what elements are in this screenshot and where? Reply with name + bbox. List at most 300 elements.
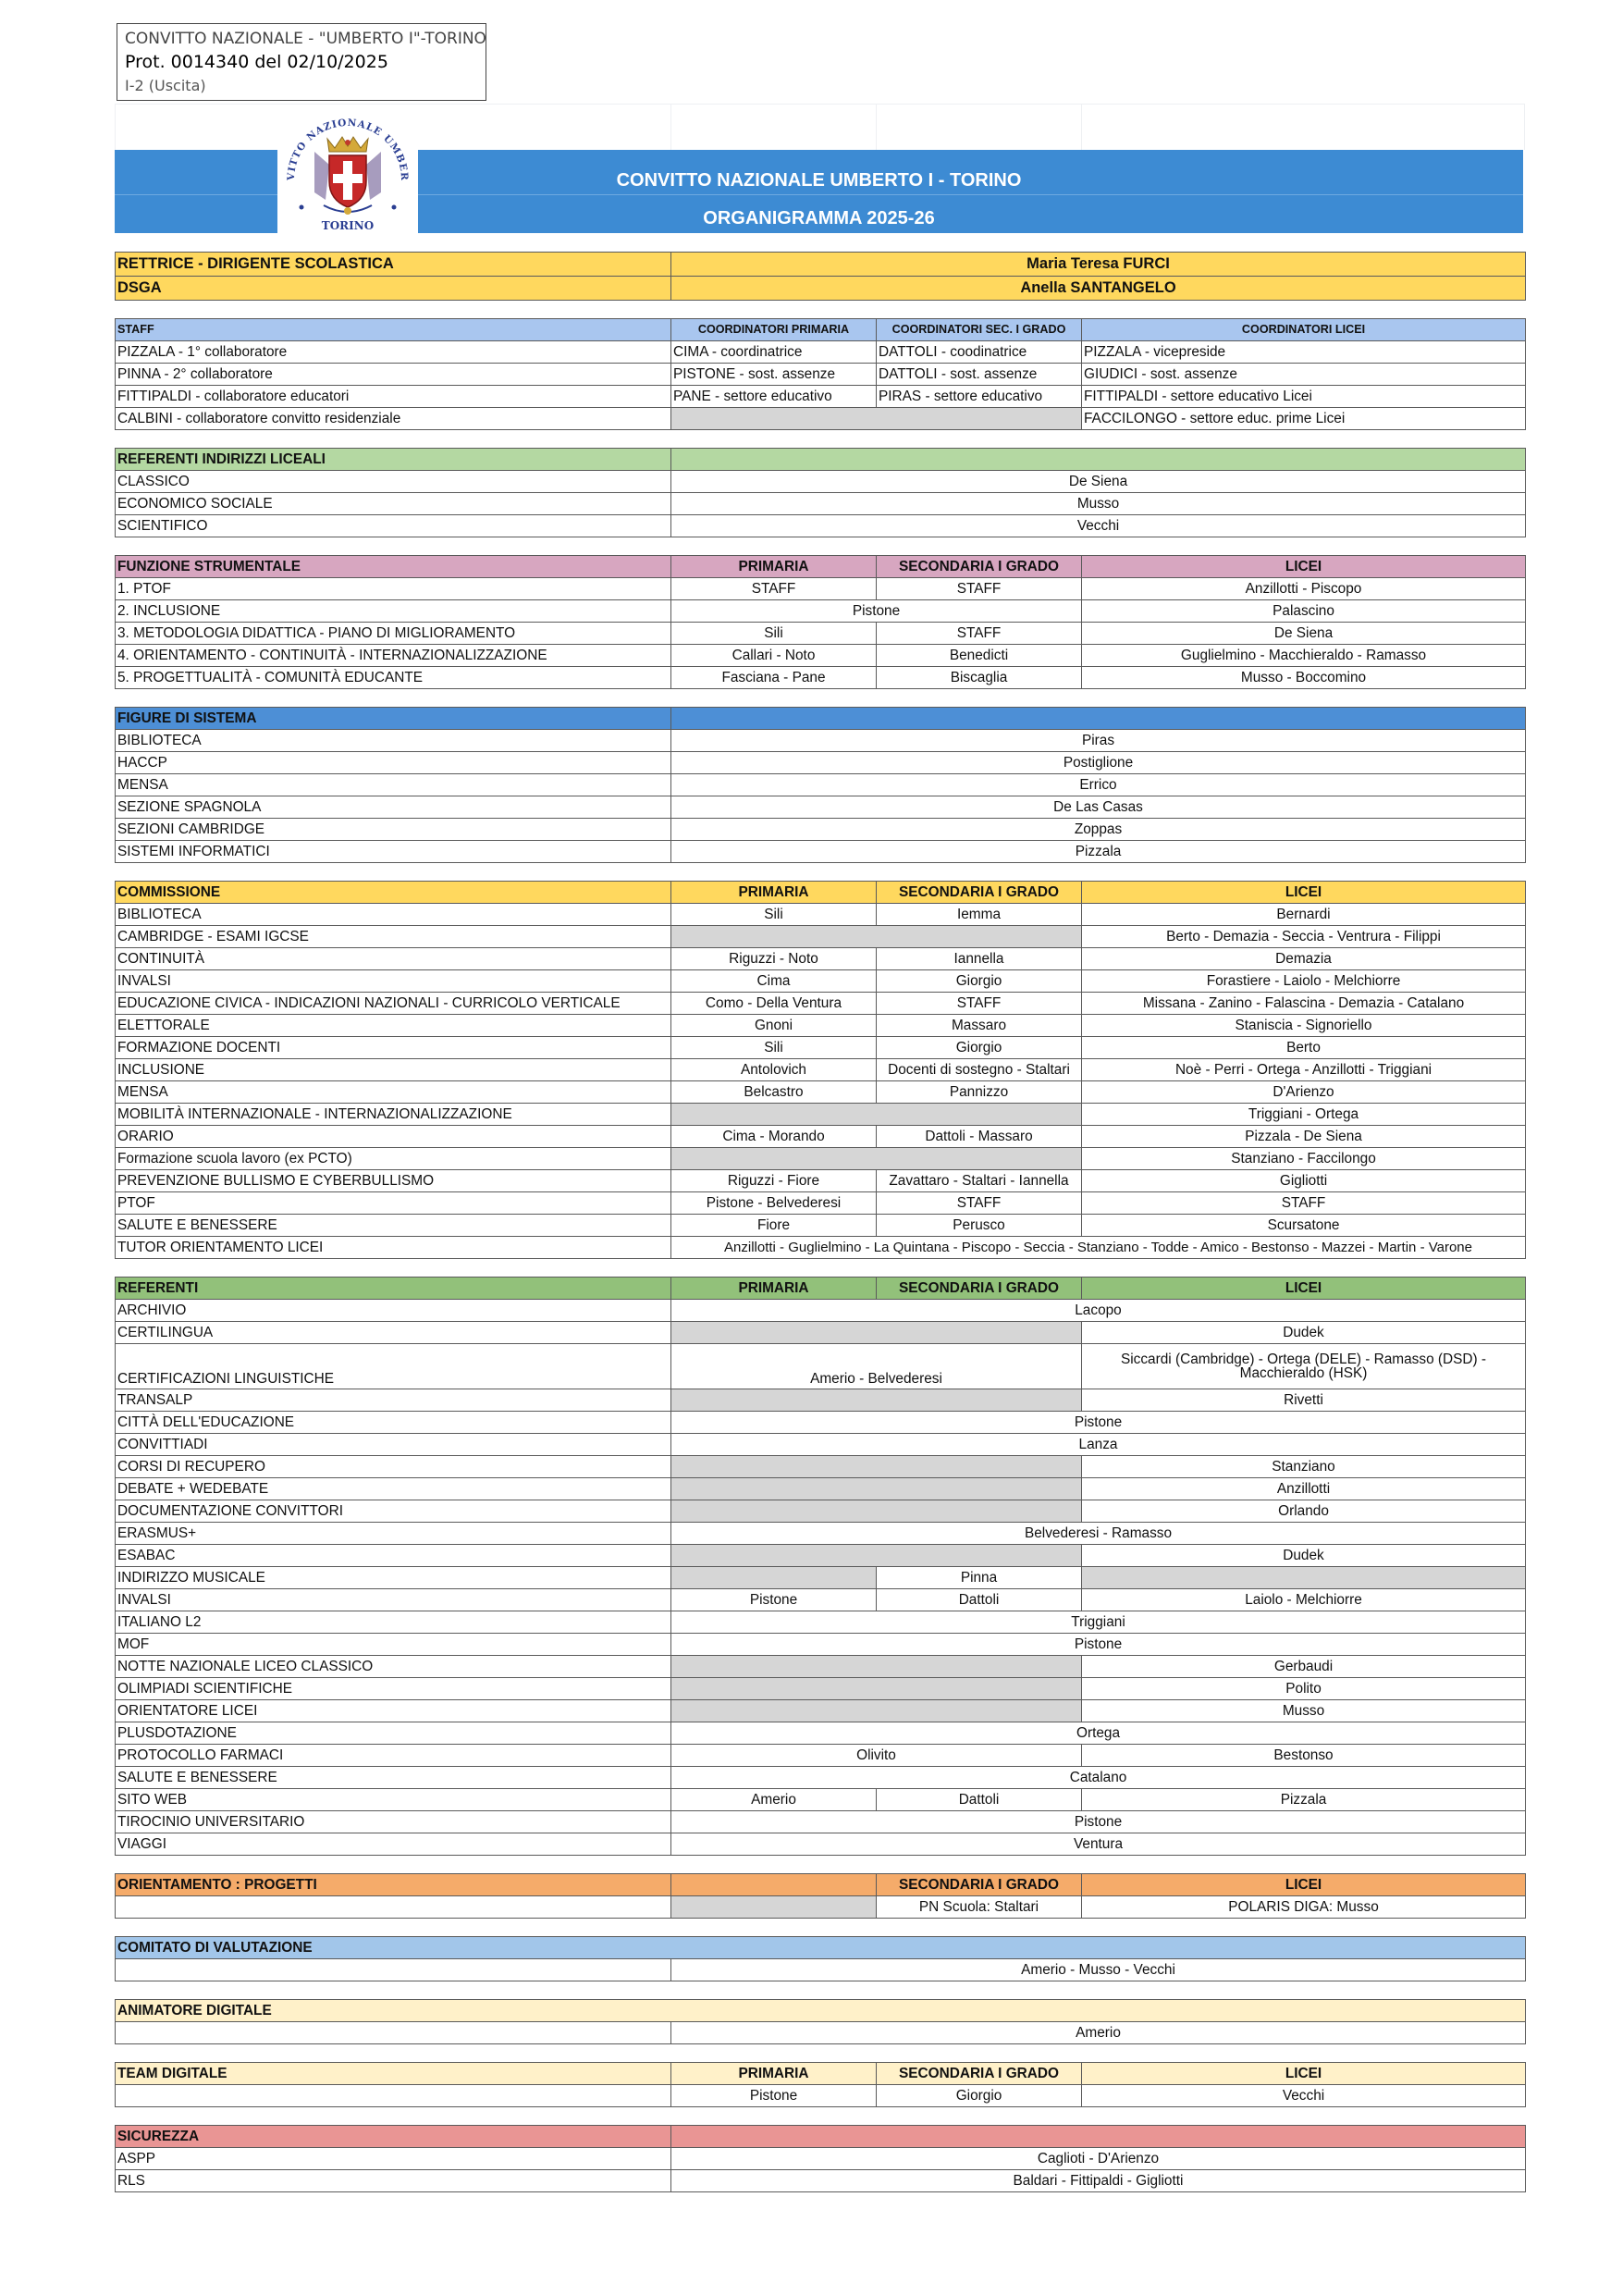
column-header: LICEI bbox=[1082, 1278, 1526, 1300]
table-cell: VIAGGI bbox=[116, 1833, 671, 1856]
table-row bbox=[116, 1322, 1526, 1344]
school-crest-logo bbox=[277, 111, 418, 239]
empty-cell bbox=[671, 1389, 1082, 1412]
table-row bbox=[116, 2022, 1526, 2044]
table-cell: CONVITTIADI bbox=[116, 1434, 671, 1456]
table-cell: Ortega bbox=[671, 1722, 1526, 1745]
table-row bbox=[116, 774, 1526, 796]
table-cell: Lacopo bbox=[671, 1300, 1526, 1322]
table-row bbox=[116, 926, 1526, 948]
table-row bbox=[116, 1237, 1526, 1259]
table-cell: Pizzala bbox=[1082, 1789, 1526, 1811]
table-cell: Pistone bbox=[671, 1412, 1526, 1434]
table-row bbox=[116, 386, 1526, 408]
table-cell: Musso bbox=[671, 493, 1526, 515]
table-cell: Caglioti - D'Arienzo bbox=[671, 2148, 1526, 2170]
table-cell: Iannella bbox=[877, 948, 1082, 970]
empty-cell bbox=[671, 1678, 1082, 1700]
page-title: CONVITTO NAZIONALE UMBERTO I - TORINO bbox=[616, 170, 1022, 191]
table-row bbox=[116, 364, 1526, 386]
empty-cell bbox=[116, 2085, 671, 2107]
table-cell: SALUTE E BENESSERE bbox=[116, 1215, 671, 1237]
table-cell: 1. PTOF bbox=[116, 578, 671, 600]
table-cell: Giorgio bbox=[877, 2085, 1082, 2107]
table-cell: Siccardi (Cambridge) - Ortega (DELE) - Ramasso (DSD) - Macchieraldo (HSK) bbox=[1082, 1344, 1526, 1389]
empty-cell bbox=[671, 1545, 1082, 1567]
table-row bbox=[116, 253, 1526, 277]
table-cell: Como - Della Ventura bbox=[671, 993, 877, 1015]
table-cell: Palascino bbox=[1082, 600, 1526, 623]
empty-cell bbox=[671, 408, 1082, 430]
table-cell: Olivito bbox=[671, 1745, 1082, 1767]
table-cell: DOCUMENTAZIONE CONVITTORI bbox=[116, 1500, 671, 1523]
table-cell: PLUSDOTAZIONE bbox=[116, 1722, 671, 1745]
table-cell: ORARIO bbox=[116, 1126, 671, 1148]
organigramma-sheet bbox=[115, 252, 1525, 2192]
table-cell: OLIMPIADI SCIENTIFICHE bbox=[116, 1678, 671, 1700]
table-row bbox=[116, 1634, 1526, 1656]
section-header-orientamento bbox=[116, 1874, 1526, 1896]
table-cell: FITTIPALDI - settore educativo Licei bbox=[1082, 386, 1526, 408]
table-cell: Dattoli bbox=[877, 1789, 1082, 1811]
table-cell: SITO WEB bbox=[116, 1789, 671, 1811]
table-cell: Sili bbox=[671, 904, 877, 926]
table-row bbox=[116, 1456, 1526, 1478]
table-cell: BIBLIOTECA bbox=[116, 904, 671, 926]
table-cell: Vecchi bbox=[1082, 2085, 1526, 2107]
table-cell: Berto - Demazia - Seccia - Ventrura - Filippi bbox=[1082, 926, 1526, 948]
table-cell: Pizzala - De Siena bbox=[1082, 1126, 1526, 1148]
table-cell: Bestonso bbox=[1082, 1745, 1526, 1767]
table-cell: Anzillotti bbox=[1082, 1478, 1526, 1500]
grid-line bbox=[670, 104, 671, 150]
table-cell: STAFF bbox=[877, 1192, 1082, 1215]
table-cell: Belvederesi - Ramasso bbox=[671, 1523, 1526, 1545]
empty-cell bbox=[671, 1322, 1082, 1344]
section-header-team-digitale bbox=[116, 2063, 1526, 2085]
table-cell: MENSA bbox=[116, 1081, 671, 1104]
empty-cell bbox=[671, 1456, 1082, 1478]
table-row bbox=[116, 515, 1526, 537]
table-row bbox=[116, 1059, 1526, 1081]
table-row bbox=[116, 1300, 1526, 1322]
table-cell: Pistone bbox=[671, 1589, 877, 1611]
table-row bbox=[116, 1545, 1526, 1567]
section-title: REFERENTI INDIRIZZI LICEALI bbox=[116, 449, 671, 471]
column-header: PRIMARIA bbox=[671, 882, 877, 904]
section-header-staff bbox=[116, 319, 1526, 341]
table-row bbox=[116, 1389, 1526, 1412]
crest-motto: VITTO NAZIONALE UMBER bbox=[285, 117, 411, 181]
table-row bbox=[116, 600, 1526, 623]
grid-line bbox=[876, 104, 877, 150]
role-label: DSGA bbox=[116, 277, 671, 301]
section-header-referenti-indirizzi bbox=[116, 449, 1526, 471]
table-cell: PIZZALA - 1° collaboratore bbox=[116, 341, 671, 364]
table-cell: Ventura bbox=[671, 1833, 1526, 1856]
table-cell: FITTIPALDI - collaboratore educatori bbox=[116, 386, 671, 408]
column-header: SECONDARIA I GRADO bbox=[877, 556, 1082, 578]
column-header: PRIMARIA bbox=[671, 1278, 877, 1300]
column-header: SECONDARIA I GRADO bbox=[877, 2063, 1082, 2085]
empty-cell bbox=[116, 1959, 671, 1981]
table-cell: Amerio - Belvederesi bbox=[671, 1344, 1082, 1389]
table-row bbox=[116, 1959, 1526, 1981]
column-header: STAFF bbox=[116, 319, 671, 341]
table-row bbox=[116, 752, 1526, 774]
role-label: RETTRICE - DIRIGENTE SCOLASTICA bbox=[116, 253, 671, 277]
table-cell: Polito bbox=[1082, 1678, 1526, 1700]
table-cell: Dattoli bbox=[877, 1589, 1082, 1611]
column-header: LICEI bbox=[1082, 882, 1526, 904]
table-row bbox=[116, 1344, 1526, 1389]
table-cell: STAFF bbox=[877, 578, 1082, 600]
table-cell: Stanziano - Faccilongo bbox=[1082, 1148, 1526, 1170]
table-cell: Amerio bbox=[671, 1789, 877, 1811]
table-cell: De Siena bbox=[1082, 623, 1526, 645]
table-cell: Laiolo - Melchiorre bbox=[1082, 1589, 1526, 1611]
table-cell: TUTOR ORIENTAMENTO LICEI bbox=[116, 1237, 671, 1259]
table-cell: Pistone bbox=[671, 600, 1082, 623]
table-cell: Triggiani bbox=[671, 1611, 1526, 1634]
table-row bbox=[116, 1170, 1526, 1192]
section-header-figure-sistema bbox=[116, 708, 1526, 730]
table-cell: SEZIONI CAMBRIDGE bbox=[116, 819, 671, 841]
table-cell: STAFF bbox=[1082, 1192, 1526, 1215]
table-cell: Pistone bbox=[671, 1811, 1526, 1833]
table-row bbox=[116, 1037, 1526, 1059]
table-cell: Gerbaudi bbox=[1082, 1656, 1526, 1678]
table-cell: Callari - Noto bbox=[671, 645, 877, 667]
header-fill bbox=[671, 2126, 1526, 2148]
table-cell: Musso bbox=[1082, 1700, 1526, 1722]
table-cell: SISTEMI INFORMATICI bbox=[116, 841, 671, 863]
table-row bbox=[116, 2085, 1526, 2107]
table-cell: Musso - Boccomino bbox=[1082, 667, 1526, 689]
table-row bbox=[116, 1148, 1526, 1170]
column-header: COMMISSIONE bbox=[116, 882, 671, 904]
empty-cell bbox=[671, 1104, 1082, 1126]
table-cell: Sili bbox=[671, 623, 877, 645]
table-row bbox=[116, 341, 1526, 364]
header-fill bbox=[671, 449, 1526, 471]
protocol-number: Prot. 0014340 del 02/10/2025 bbox=[125, 52, 388, 72]
table-cell: Cima bbox=[671, 970, 877, 993]
protocol-stamp bbox=[117, 23, 486, 101]
table-row bbox=[116, 819, 1526, 841]
table-cell: CAMBRIDGE - ESAMI IGCSE bbox=[116, 926, 671, 948]
column-header: TEAM DIGITALE bbox=[116, 2063, 671, 2085]
table-cell: PIZZALA - vicepreside bbox=[1082, 341, 1526, 364]
table-cell: Gigliotti bbox=[1082, 1170, 1526, 1192]
table-cell: Pizzala bbox=[671, 841, 1526, 863]
empty-cell bbox=[671, 1500, 1082, 1523]
table-row bbox=[116, 1126, 1526, 1148]
table-row bbox=[116, 1700, 1526, 1722]
table-cell: Iemma bbox=[877, 904, 1082, 926]
table-row bbox=[116, 645, 1526, 667]
table-cell: CERTILINGUA bbox=[116, 1322, 671, 1344]
principal-name: Maria Teresa FURCI bbox=[671, 253, 1526, 277]
table-row bbox=[116, 1589, 1526, 1611]
section-header-sicurezza bbox=[116, 2126, 1526, 2148]
table-row bbox=[116, 1896, 1526, 1919]
organigramma-table bbox=[115, 252, 1526, 2192]
table-cell: Amerio - Musso - Vecchi bbox=[671, 1959, 1526, 1981]
table-cell: Giorgio bbox=[877, 1037, 1082, 1059]
column-header: LICEI bbox=[1082, 2063, 1526, 2085]
table-cell: STAFF bbox=[671, 578, 877, 600]
table-row bbox=[116, 1192, 1526, 1215]
table-cell: Formazione scuola lavoro (ex PCTO) bbox=[116, 1148, 671, 1170]
table-cell: D'Arienzo bbox=[1082, 1081, 1526, 1104]
table-row bbox=[116, 623, 1526, 645]
table-cell: Giorgio bbox=[877, 970, 1082, 993]
table-row bbox=[116, 1523, 1526, 1545]
table-cell: Riguzzi - Noto bbox=[671, 948, 877, 970]
table-row bbox=[116, 2170, 1526, 2192]
header-fill bbox=[671, 1874, 877, 1896]
table-cell: Stanziano bbox=[1082, 1456, 1526, 1478]
table-cell: Piras bbox=[671, 730, 1526, 752]
table-row bbox=[116, 948, 1526, 970]
section-header-comitato bbox=[116, 1937, 1526, 1959]
grid-line bbox=[1081, 104, 1082, 150]
table-cell: PIRAS - settore educativo bbox=[877, 386, 1082, 408]
table-cell: PISTONE - sost. assenze bbox=[671, 364, 877, 386]
table-row bbox=[116, 730, 1526, 752]
empty-cell bbox=[1082, 1567, 1526, 1589]
table-cell: FACCILONGO - settore educ. prime Licei bbox=[1082, 408, 1526, 430]
table-cell: STAFF bbox=[877, 623, 1082, 645]
table-cell: EDUCAZIONE CIVICA - INDICAZIONI NAZIONALI - CURRICOLO VERTICALE bbox=[116, 993, 671, 1015]
empty-cell bbox=[671, 1896, 877, 1919]
page-subtitle: ORGANIGRAMMA 2025-26 bbox=[703, 208, 935, 228]
table-cell: Rivetti bbox=[1082, 1389, 1526, 1412]
column-header: LICEI bbox=[1082, 556, 1526, 578]
table-cell: Riguzzi - Fiore bbox=[671, 1170, 877, 1192]
table-cell: Massaro bbox=[877, 1015, 1082, 1037]
table-row bbox=[116, 1678, 1526, 1700]
section-header-commissione bbox=[116, 882, 1526, 904]
table-cell: Noè - Perri - Ortega - Anzillotti - Triggiani bbox=[1082, 1059, 1526, 1081]
table-cell: INDIRIZZO MUSICALE bbox=[116, 1567, 671, 1589]
table-cell: Anzillotti - Guglielmino - La Quintana - Piscopo - Seccia - Stanziano - Todde - Amico - Bestonso - Mazzei - Martin - Varone bbox=[671, 1237, 1526, 1259]
table-cell: Fasciana - Pane bbox=[671, 667, 877, 689]
table-row bbox=[116, 493, 1526, 515]
table-cell: Pinna bbox=[877, 1567, 1082, 1589]
section-title: FIGURE DI SISTEMA bbox=[116, 708, 671, 730]
table-cell: TRANSALP bbox=[116, 1389, 671, 1412]
section-header-funzione-strumentale bbox=[116, 556, 1526, 578]
table-cell: Bernardi bbox=[1082, 904, 1526, 926]
empty-cell bbox=[671, 1700, 1082, 1722]
table-cell: ESABAC bbox=[116, 1545, 671, 1567]
column-header: FUNZIONE STRUMENTALE bbox=[116, 556, 671, 578]
table-cell: CERTIFICAZIONI LINGUISTICHE bbox=[116, 1344, 671, 1389]
table-cell: BIBLIOTECA bbox=[116, 730, 671, 752]
table-cell: INVALSI bbox=[116, 1589, 671, 1611]
table-cell: Amerio bbox=[671, 2022, 1526, 2044]
table-cell: CIMA - coordinatrice bbox=[671, 341, 877, 364]
table-cell: DATTOLI - sost. assenze bbox=[877, 364, 1082, 386]
grid-line bbox=[1524, 104, 1525, 150]
table-cell: Perusco bbox=[877, 1215, 1082, 1237]
table-cell: CALBINI - collaboratore convitto residenziale bbox=[116, 408, 671, 430]
table-cell: PANE - settore educativo bbox=[671, 386, 877, 408]
table-cell: ORIENTATORE LICEI bbox=[116, 1700, 671, 1722]
table-cell: Dudek bbox=[1082, 1545, 1526, 1567]
table-cell: Forastiere - Laiolo - Melchiorre bbox=[1082, 970, 1526, 993]
column-header: COORDINATORI PRIMARIA bbox=[671, 319, 877, 341]
table-cell: Gnoni bbox=[671, 1015, 877, 1037]
protocol-institution: CONVITTO NAZIONALE - "UMBERTO I"-TORINO bbox=[125, 30, 486, 48]
table-row bbox=[116, 1434, 1526, 1456]
empty-cell bbox=[671, 1148, 1082, 1170]
table-row bbox=[116, 1656, 1526, 1678]
table-row bbox=[116, 796, 1526, 819]
table-cell: GIUDICI - sost. assenze bbox=[1082, 364, 1526, 386]
table-cell: CLASSICO bbox=[116, 471, 671, 493]
table-cell: Pistone - Belvederesi bbox=[671, 1192, 877, 1215]
protocol-category: I-2 (Uscita) bbox=[125, 77, 206, 94]
table-row bbox=[116, 1500, 1526, 1523]
table-cell: 4. ORIENTAMENTO - CONTINUITÀ - INTERNAZIONALIZZAZIONE bbox=[116, 645, 671, 667]
table-cell: Benedicti bbox=[877, 645, 1082, 667]
table-cell: Berto bbox=[1082, 1037, 1526, 1059]
crest-emblem bbox=[277, 111, 418, 239]
column-header: LICEI bbox=[1082, 1874, 1526, 1896]
table-cell: Dattoli - Massaro bbox=[877, 1126, 1082, 1148]
column-header: REFERENTI bbox=[116, 1278, 671, 1300]
section-title: ANIMATORE DIGITALE bbox=[116, 2000, 1526, 2022]
table-cell: Zavattaro - Staltari - Iannella bbox=[877, 1170, 1082, 1192]
table-row bbox=[116, 667, 1526, 689]
table-cell: ERASMUS+ bbox=[116, 1523, 671, 1545]
column-header: ORIENTAMENTO : PROGETTI bbox=[116, 1874, 671, 1896]
table-cell: Postiglione bbox=[671, 752, 1526, 774]
table-cell: CORSI DI RECUPERO bbox=[116, 1456, 671, 1478]
table-cell: DATTOLI - coodinatrice bbox=[877, 341, 1082, 364]
column-header: SECONDARIA I GRADO bbox=[877, 1278, 1082, 1300]
table-cell: 2. INCLUSIONE bbox=[116, 600, 671, 623]
table-cell: Vecchi bbox=[671, 515, 1526, 537]
table-cell: INCLUSIONE bbox=[116, 1059, 671, 1081]
table-cell: CITTÀ DELL'EDUCAZIONE bbox=[116, 1412, 671, 1434]
table-row bbox=[116, 471, 1526, 493]
table-row bbox=[116, 1611, 1526, 1634]
table-cell: MOF bbox=[116, 1634, 671, 1656]
table-row bbox=[116, 277, 1526, 301]
table-row bbox=[116, 1722, 1526, 1745]
empty-cell bbox=[671, 1656, 1082, 1678]
table-row bbox=[116, 904, 1526, 926]
table-cell: Scursatone bbox=[1082, 1215, 1526, 1237]
table-row bbox=[116, 2148, 1526, 2170]
table-cell: Triggiani - Ortega bbox=[1082, 1104, 1526, 1126]
table-cell: PN Scuola: Staltari bbox=[877, 1896, 1082, 1919]
table-cell: Catalano bbox=[671, 1767, 1526, 1789]
table-cell: NOTTE NAZIONALE LICEO CLASSICO bbox=[116, 1656, 671, 1678]
table-cell: Fiore bbox=[671, 1215, 877, 1237]
table-row bbox=[116, 1081, 1526, 1104]
table-cell: TIROCINIO UNIVERSITARIO bbox=[116, 1811, 671, 1833]
table-cell: Lanza bbox=[671, 1434, 1526, 1456]
table-cell: De Siena bbox=[671, 471, 1526, 493]
dsga-name: Anella SANTANGELO bbox=[671, 277, 1526, 301]
empty-cell bbox=[116, 2022, 671, 2044]
table-row bbox=[116, 1478, 1526, 1500]
table-cell: MOBILITÀ INTERNAZIONALE - INTERNAZIONALIZZAZIONE bbox=[116, 1104, 671, 1126]
table-row bbox=[116, 1104, 1526, 1126]
column-header: PRIMARIA bbox=[671, 2063, 877, 2085]
section-title: SICUREZZA bbox=[116, 2126, 671, 2148]
table-row bbox=[116, 578, 1526, 600]
empty-cell bbox=[671, 1478, 1082, 1500]
table-row bbox=[116, 408, 1526, 430]
section-header-referenti bbox=[116, 1278, 1526, 1300]
table-row bbox=[116, 1833, 1526, 1856]
column-header: PRIMARIA bbox=[671, 556, 877, 578]
table-cell: STAFF bbox=[877, 993, 1082, 1015]
empty-cell bbox=[116, 1896, 671, 1919]
table-cell: ARCHIVIO bbox=[116, 1300, 671, 1322]
grid-line bbox=[115, 104, 116, 150]
table-cell: Biscaglia bbox=[877, 667, 1082, 689]
table-cell: Orlando bbox=[1082, 1500, 1526, 1523]
table-row bbox=[116, 1811, 1526, 1833]
table-cell: FORMAZIONE DOCENTI bbox=[116, 1037, 671, 1059]
table-cell: 3. METODOLOGIA DIDATTICA - PIANO DI MIGLIORAMENTO bbox=[116, 623, 671, 645]
table-cell: PROTOCOLLO FARMACI bbox=[116, 1745, 671, 1767]
table-cell: De Las Casas bbox=[671, 796, 1526, 819]
table-row bbox=[116, 1745, 1526, 1767]
table-cell: 5. PROGETTUALITÀ - COMUNITÀ EDUCANTE bbox=[116, 667, 671, 689]
section-header-animatore bbox=[116, 2000, 1526, 2022]
grid-line bbox=[115, 104, 1525, 105]
section-title: COMITATO DI VALUTAZIONE bbox=[116, 1937, 1526, 1959]
table-cell: SEZIONE SPAGNOLA bbox=[116, 796, 671, 819]
table-cell: Staniscia - Signoriello bbox=[1082, 1015, 1526, 1037]
table-cell: Belcastro bbox=[671, 1081, 877, 1104]
column-header: SECONDARIA I GRADO bbox=[877, 1874, 1082, 1896]
empty-cell bbox=[671, 926, 1082, 948]
table-cell: Antolovich bbox=[671, 1059, 877, 1081]
table-cell: Cima - Morando bbox=[671, 1126, 877, 1148]
table-cell: PINNA - 2° collaboratore bbox=[116, 364, 671, 386]
table-cell: Baldari - Fittipaldi - Gigliotti bbox=[671, 2170, 1526, 2192]
table-cell: POLARIS DIGA: Musso bbox=[1082, 1896, 1526, 1919]
table-cell: Dudek bbox=[1082, 1322, 1526, 1344]
table-cell: RLS bbox=[116, 2170, 671, 2192]
crest-city: TORINO bbox=[321, 219, 375, 232]
table-cell: SCIENTIFICO bbox=[116, 515, 671, 537]
table-cell: SALUTE E BENESSERE bbox=[116, 1767, 671, 1789]
table-cell: ITALIANO L2 bbox=[116, 1611, 671, 1634]
table-cell: INVALSI bbox=[116, 970, 671, 993]
table-cell: ASPP bbox=[116, 2148, 671, 2170]
table-cell: ELETTORALE bbox=[116, 1015, 671, 1037]
table-cell: Guglielmino - Macchieraldo - Ramasso bbox=[1082, 645, 1526, 667]
table-cell: Pistone bbox=[671, 1634, 1526, 1656]
table-cell: Pistone bbox=[671, 2085, 877, 2107]
column-header: SECONDARIA I GRADO bbox=[877, 882, 1082, 904]
table-row bbox=[116, 970, 1526, 993]
table-row bbox=[116, 1567, 1526, 1589]
header-fill bbox=[671, 708, 1526, 730]
table-cell: Docenti di sostegno - Staltari bbox=[877, 1059, 1082, 1081]
table-cell: ECONOMICO SOCIALE bbox=[116, 493, 671, 515]
